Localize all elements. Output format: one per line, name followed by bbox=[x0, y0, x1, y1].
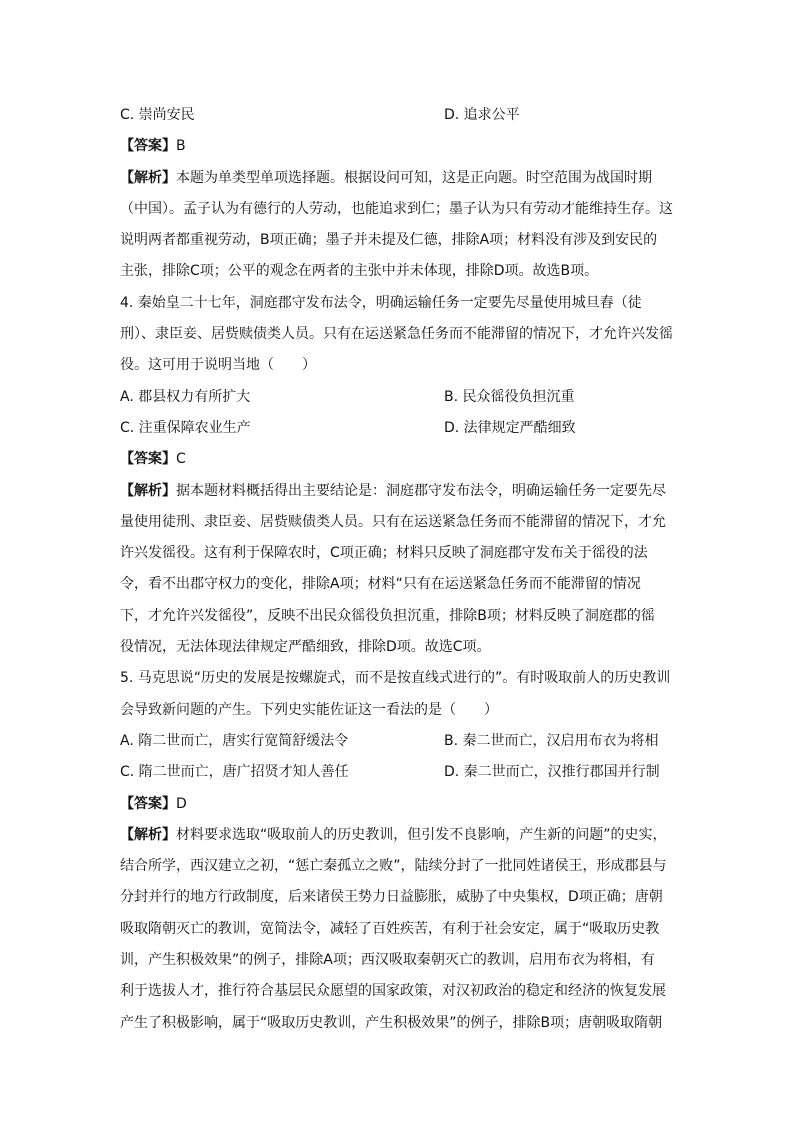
q4-analysis-line: 役情况，无法体现法律规定严酷细致，排除D项。故选C项。 bbox=[120, 639, 491, 656]
q3-analysis-line: 主张，排除C项；公平的观念在两者的主张中并未体现，排除D项。故选B项。 bbox=[120, 263, 599, 280]
q5-analysis-line: 吸取隋朝灭亡的教训，宽简法令，减轻了百姓疾苦，有利于社会安定，属于“吸取历史教 bbox=[120, 920, 660, 937]
q5-analysis-line: 结合所学，西汉建立之初，“惩亡秦孤立之败”，陆续分封了一批同姓诸侯王，形成郡县与 bbox=[120, 858, 667, 875]
q4-options-row-cd bbox=[120, 413, 680, 444]
q5-option-c[interactable]: C. 隋二世而亡，唐广招贤才知人善任 bbox=[120, 764, 349, 781]
q5-stem-line: 会导致新问题的产生。下列史实能佐证这一看法的是（ ） bbox=[120, 701, 498, 718]
q4-option-c[interactable]: C. 注重保障农业生产 bbox=[120, 419, 251, 436]
q3-answer bbox=[120, 131, 680, 162]
q4-analysis-line: 量使用徒刑、隶臣妾、居赀赎债类人员。只有在运送紧急任务而不能滞留的情况下，才允 bbox=[120, 513, 666, 530]
answer-tag: 【答案】 bbox=[120, 795, 176, 812]
analysis-text: 材料要求选取“吸取前人的历史教训，但引发不良影响，产生新的问题”的史实， bbox=[176, 826, 667, 843]
q3-option-c[interactable]: C. 崇尚安民 bbox=[120, 107, 195, 123]
answer-tag: 【答案】 bbox=[120, 138, 176, 155]
analysis-tag: 【解析】 bbox=[120, 482, 176, 499]
answer-value: B bbox=[176, 138, 186, 155]
answer-value: C bbox=[176, 451, 186, 468]
q4-stem-line: 役。这可用于说明当地（ ） bbox=[120, 357, 316, 374]
q4-stem-line: 4. 秦始皇二十七年，洞庭郡守发布法令，明确运输任务一定要先尽量使用城旦舂（徒 bbox=[120, 294, 642, 311]
page-content bbox=[120, 100, 680, 1039]
q3-analysis-line bbox=[120, 163, 680, 194]
q5-analysis-line: 利于选拔人才，推行符合基层民众愿望的国家政策，对汉初政治的稳定和经济的恢复发展 bbox=[120, 983, 666, 1000]
q5-options-row-ab bbox=[120, 726, 680, 757]
q4-answer bbox=[120, 444, 680, 475]
q5-stem-line: 5. 马克思说“历史的发展是按螺旋式，而不是按直线式进行的”。有时吸取前人的历史教训 bbox=[120, 670, 671, 687]
q4-analysis-line bbox=[120, 476, 680, 507]
q5-analysis-line: 产生了积极影响，属于“吸取历史教训，产生积极效果”的例子，排除B项；唐朝吸取隋朝 bbox=[120, 1014, 663, 1031]
q4-analysis-line: 许兴发徭役。这有利于保障农时，C项正确；材料只反映了洞庭郡守发布关于徭役的法 bbox=[120, 545, 648, 562]
q5-analysis-line: 分封并行的地方行政制度，后来诸侯王势力日益膨胀，威胁了中央集权，D项正确；唐朝 bbox=[120, 889, 663, 906]
q4-option-a[interactable]: A. 郡县权力有所扩大 bbox=[120, 388, 251, 405]
q3-option-d[interactable]: D. 追求公平 bbox=[444, 107, 520, 123]
analysis-text: 本题为单类型单项选择题。根据设问可知，这是正向题。时空范围为战国时期 bbox=[176, 169, 652, 186]
analysis-text: 据本题材料概括得出主要结论是：洞庭郡守发布法令，明确运输任务一定要先尽 bbox=[176, 482, 666, 499]
q3-analysis-line: 说明两者都重视劳动，B项正确；墨子并未提及仁德，排除A项；材料没有涉及到安民的 bbox=[120, 232, 658, 249]
q3-options-row-cd bbox=[120, 100, 680, 131]
q4-analysis-line: 令，看不出郡守权力的变化，排除A项；材料“只有在运送紧急任务而不能滞留的情况 bbox=[120, 576, 641, 593]
q5-answer bbox=[120, 789, 680, 820]
q5-option-d[interactable]: D. 秦二世而亡，汉推行郡国并行制 bbox=[444, 764, 660, 781]
q5-options-row-cd bbox=[120, 757, 680, 788]
q4-option-d[interactable]: D. 法律规定严酷细致 bbox=[444, 419, 576, 436]
q4-stem-line: 刑）、隶臣妾、居赀赎债类人员。只有在运送紧急任务而不能滞留的情况下，才允许兴发徭 bbox=[120, 326, 673, 343]
answer-tag: 【答案】 bbox=[120, 451, 176, 468]
analysis-tag: 【解析】 bbox=[120, 169, 176, 186]
q4-options-row-ab bbox=[120, 382, 680, 413]
q5-analysis-line: 训，产生积极效果”的例子，排除A项；西汉吸取秦朝灭亡的教训，启用布衣为将相，有 bbox=[120, 952, 655, 969]
q4-option-b[interactable]: B. 民众徭役负担沉重 bbox=[444, 388, 575, 405]
q5-analysis-line bbox=[120, 820, 680, 851]
q4-analysis-line: 下，才允许兴发徭役”，反映不出民众徭役负担沉重，排除B项；材料反映了洞庭郡的徭 bbox=[120, 607, 655, 624]
q5-option-b[interactable]: B. 秦二世而亡，汉启用布衣为将相 bbox=[444, 732, 659, 749]
analysis-tag: 【解析】 bbox=[120, 826, 176, 843]
q3-analysis-line: （中国）。孟子认为有德行的人劳动，也能追求到仁；墨子认为只有劳动才能维持生存。这 bbox=[120, 200, 673, 217]
q5-option-a[interactable]: A. 隋二世而亡，唐实行宽简舒缓法令 bbox=[120, 732, 349, 749]
answer-value: D bbox=[176, 795, 187, 812]
